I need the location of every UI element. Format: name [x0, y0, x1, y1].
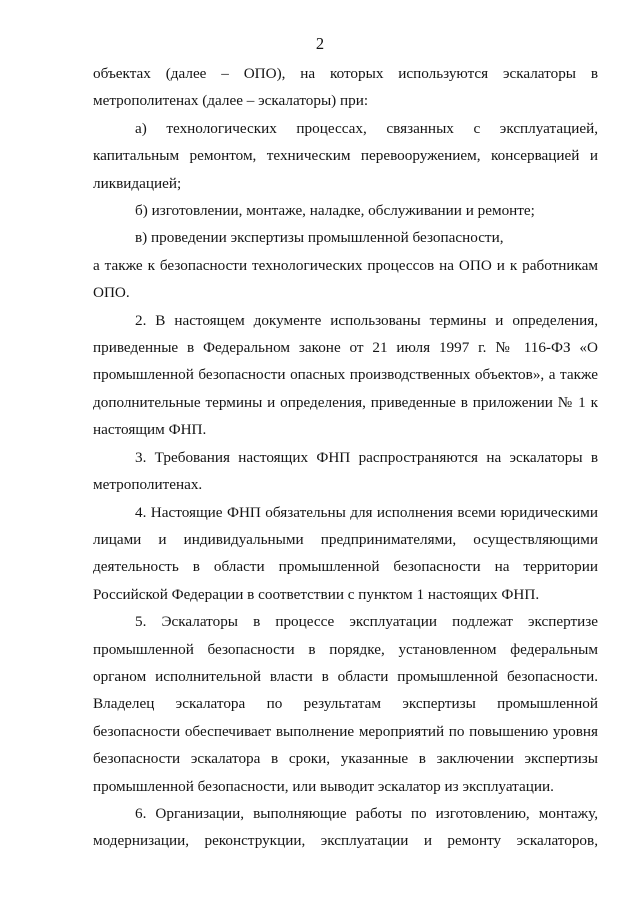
paragraph-clause-6: 6. Организации, выполняющие работы по изготовлению, монтажу, модернизации, реконструкции, эксплуатации и ремонту эскалаторов, — [93, 804, 598, 850]
paragraph-item-a: а) технологических процессах, связанных с эксплуатацией, капитальным ремонтом, техническим перевооружением, консервацией и ликвидацией; — [93, 119, 598, 192]
document-body — [93, 60, 598, 855]
paragraph-intro-continuation: объектах (далее – ОПО), на которых используются эскалаторы в метрополитенах (далее – эскалаторы) при: — [93, 65, 598, 110]
paragraph-clause-4: 4. Настоящие ФНП обязательны для исполнения всеми юридическими лицами и индивидуальными предпринимателями, осуществляющими деятельность в области промышленной безопасности на территории Российской Федерации в соответствии с пунктом 1 настоящих ФНП. — [93, 503, 598, 603]
paragraph-clause-2: 2. В настоящем документе использованы термины и определения, приведенные в Федеральном законе от 21 июля 1997 г. № 116-ФЗ «О промышленной безопасности опасных производственных объектов», а также дополнительные термины и определения, приведенные в приложении № 1 к настоящим ФНП. — [93, 311, 598, 439]
paragraph-item-b: б) изготовлении, монтаже, наладке, обслуживании и ремонте; — [135, 202, 535, 220]
page-number: 2 — [315, 34, 325, 53]
paragraph-clause-5: 5. Эскалаторы в процессе эксплуатации подлежат экспертизе промышленной безопасности в порядке, установленном федеральным органом исполнительной власти в области промышленной безопасности. Владелец эскалатора по результатам экспертизы промышленной безопасности обеспечивает выполнение мероприятий по повышению уровня безопасности эскалатора в сроки, указанные в заключении экспертизы промышленной безопасности, или выводит эскалатор из эксплуатации. — [93, 613, 598, 795]
paragraph-also-safety: а также к безопасности технологических процессов на ОПО и к работникам ОПО. — [93, 256, 598, 302]
paragraph-item-c: в) проведении экспертизы промышленной безопасности, — [135, 229, 504, 247]
paragraph-clause-3: 3. Требования настоящих ФНП распространяются на эскалаторы в метрополитенах. — [93, 448, 598, 494]
